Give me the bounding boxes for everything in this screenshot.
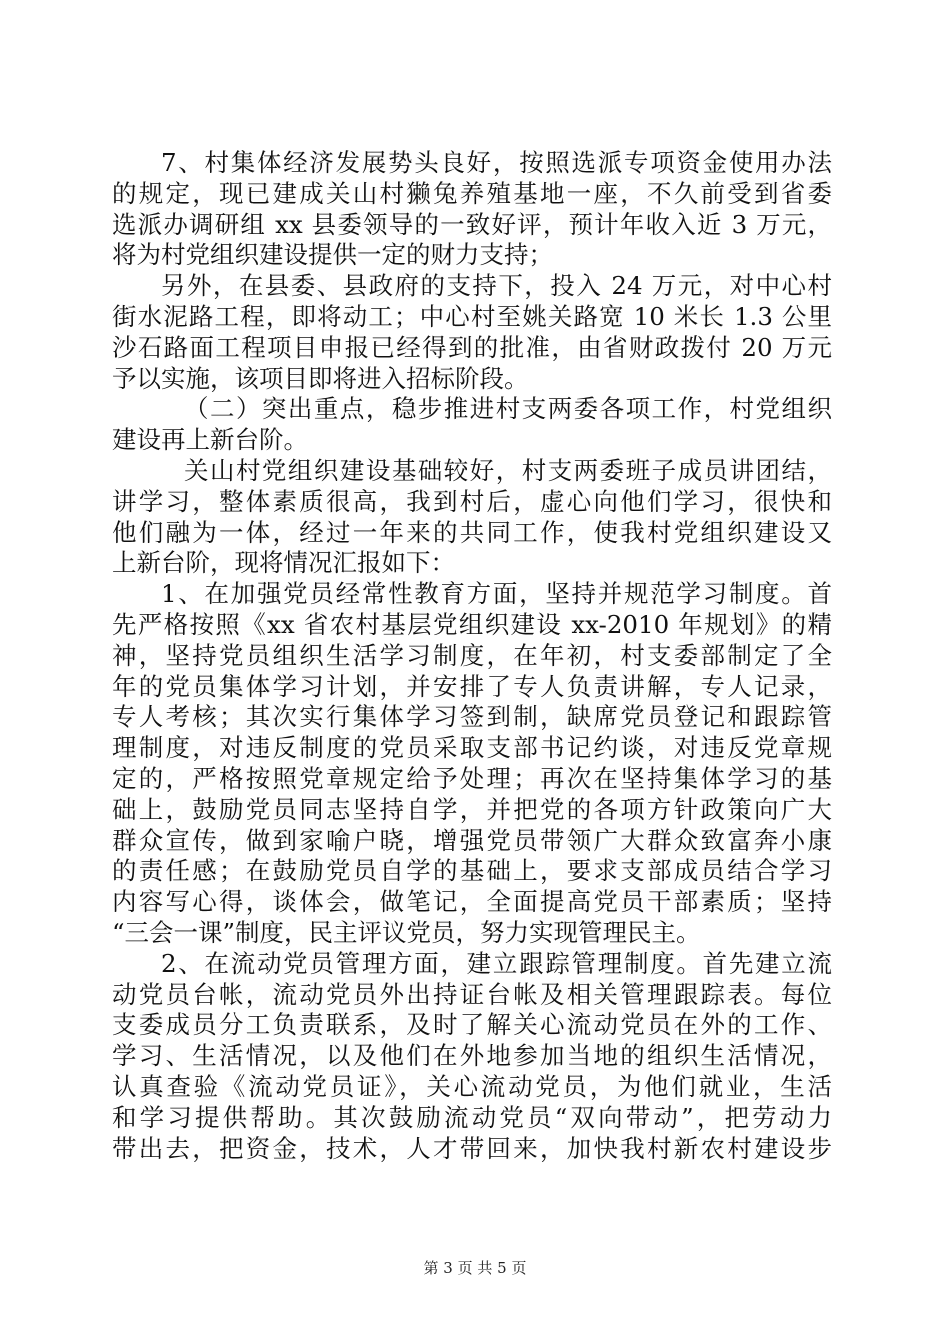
paragraph-line: 先严格按照《xx 省农村基层党组织建设 xx-2010 年规划》的精 bbox=[112, 609, 832, 639]
paragraph-line: 理制度，对违反制度的党员采取支部书记约谈，对违反党章规 bbox=[112, 733, 832, 763]
paragraph-line: 选派办调研组 xx 县委领导的一致好评，预计年收入近 3 万元， bbox=[112, 209, 832, 239]
paragraph-line: 的责任感；在鼓励党员自学的基础上，要求支部成员结合学习 bbox=[112, 856, 832, 886]
section-heading-line: （二）突出重点，稳步推进村支两委各项工作，村党组织 bbox=[184, 394, 832, 424]
body-text bbox=[112, 148, 832, 1164]
paragraph-line: 支委成员分工负责联系，及时了解关心流动党员在外的工作、 bbox=[112, 1010, 832, 1040]
paragraph-line: 7、村集体经济发展势头良好，按照选派专项资金使用办法 bbox=[161, 148, 832, 177]
paragraph-line: 沙石路面工程项目申报已经得到的批准，由省财政拨付 20 万元 bbox=[112, 332, 832, 362]
paragraph-line: 带出去，把资金，技术，人才带回来，加快我村新农村建设步 bbox=[112, 1133, 832, 1163]
paragraph-line: 年的党员集体学习计划，并安排了专人负责讲解，专人记录， bbox=[112, 671, 832, 701]
paragraph-line: 予以实施，该项目即将进入招标阶段。 bbox=[112, 363, 529, 393]
paragraph-line: 认真查验《流动党员证》，关心流动党员，为他们就业，生活 bbox=[112, 1071, 832, 1101]
paragraph-line: 专人考核；其次实行集体学习签到制，缺席党员登记和跟踪管 bbox=[112, 702, 832, 732]
paragraph-line: 1、在加强党员经常性教育方面，坚持并规范学习制度。首 bbox=[161, 579, 832, 609]
paragraph-line: 学习、生活情况，以及他们在外地参加当地的组织生活情况， bbox=[112, 1041, 832, 1071]
paragraph-line: 的规定，现已建成关山村獭兔养殖基地一座，不久前受到省委 bbox=[112, 178, 832, 208]
paragraph-line: 内容写心得，谈体会，做笔记，全面提高党员干部素质；坚持 bbox=[112, 887, 832, 917]
paragraph-line: 街水泥路工程，即将动工；中心村至姚关路宽 10 米长 1.3 公里 bbox=[112, 301, 832, 331]
paragraph-line: 和学习提供帮助。其次鼓励流动党员“双向带动”，把劳动力 bbox=[112, 1102, 832, 1132]
paragraph-line: 上新台阶，现将情况汇报如下： bbox=[112, 548, 455, 578]
paragraph-line: 另外，在县委、县政府的支持下，投入 24 万元，对中心村 bbox=[161, 271, 832, 301]
paragraph-line: 础上，鼓励党员同志坚持自学，并把党的各项方针政策向广大 bbox=[112, 794, 832, 824]
paragraph-line: 动党员台帐，流动党员外出持证台帐及相关管理跟踪表。每位 bbox=[112, 979, 832, 1009]
paragraph-line: 2、在流动党员管理方面，建立跟踪管理制度。首先建立流 bbox=[161, 948, 832, 978]
page-number-footer: 第 3 页 共 5 页 bbox=[423, 1259, 527, 1277]
paragraph-line: 讲学习，整体素质很高，我到村后，虚心向他们学习，很快和 bbox=[112, 486, 832, 516]
paragraph-line: 将为村党组织建设提供一定的财力支持； bbox=[112, 240, 553, 270]
paragraph-line: “三会一课”制度，民主评议党员，努力实现管理民主。 bbox=[112, 917, 701, 947]
paragraph-line: 群众宣传，做到家喻户晓，增强党员带领广大群众致富奔小康 bbox=[112, 825, 832, 855]
paragraph-line: 定的，严格按照党章规定给予处理；再次在坚持集体学习的基 bbox=[112, 763, 832, 793]
section-heading-line: 建设再上新台阶。 bbox=[112, 425, 308, 455]
paragraph-line: 他们融为一体，经过一年来的共同工作，使我村党组织建设又 bbox=[112, 517, 832, 547]
paragraph-line: 关山村党组织建设基础较好，村支两委班子成员讲团结， bbox=[184, 455, 832, 485]
paragraph-line: 神，坚持党员组织生活学习制度，在年初，村支委部制定了全 bbox=[112, 640, 832, 670]
